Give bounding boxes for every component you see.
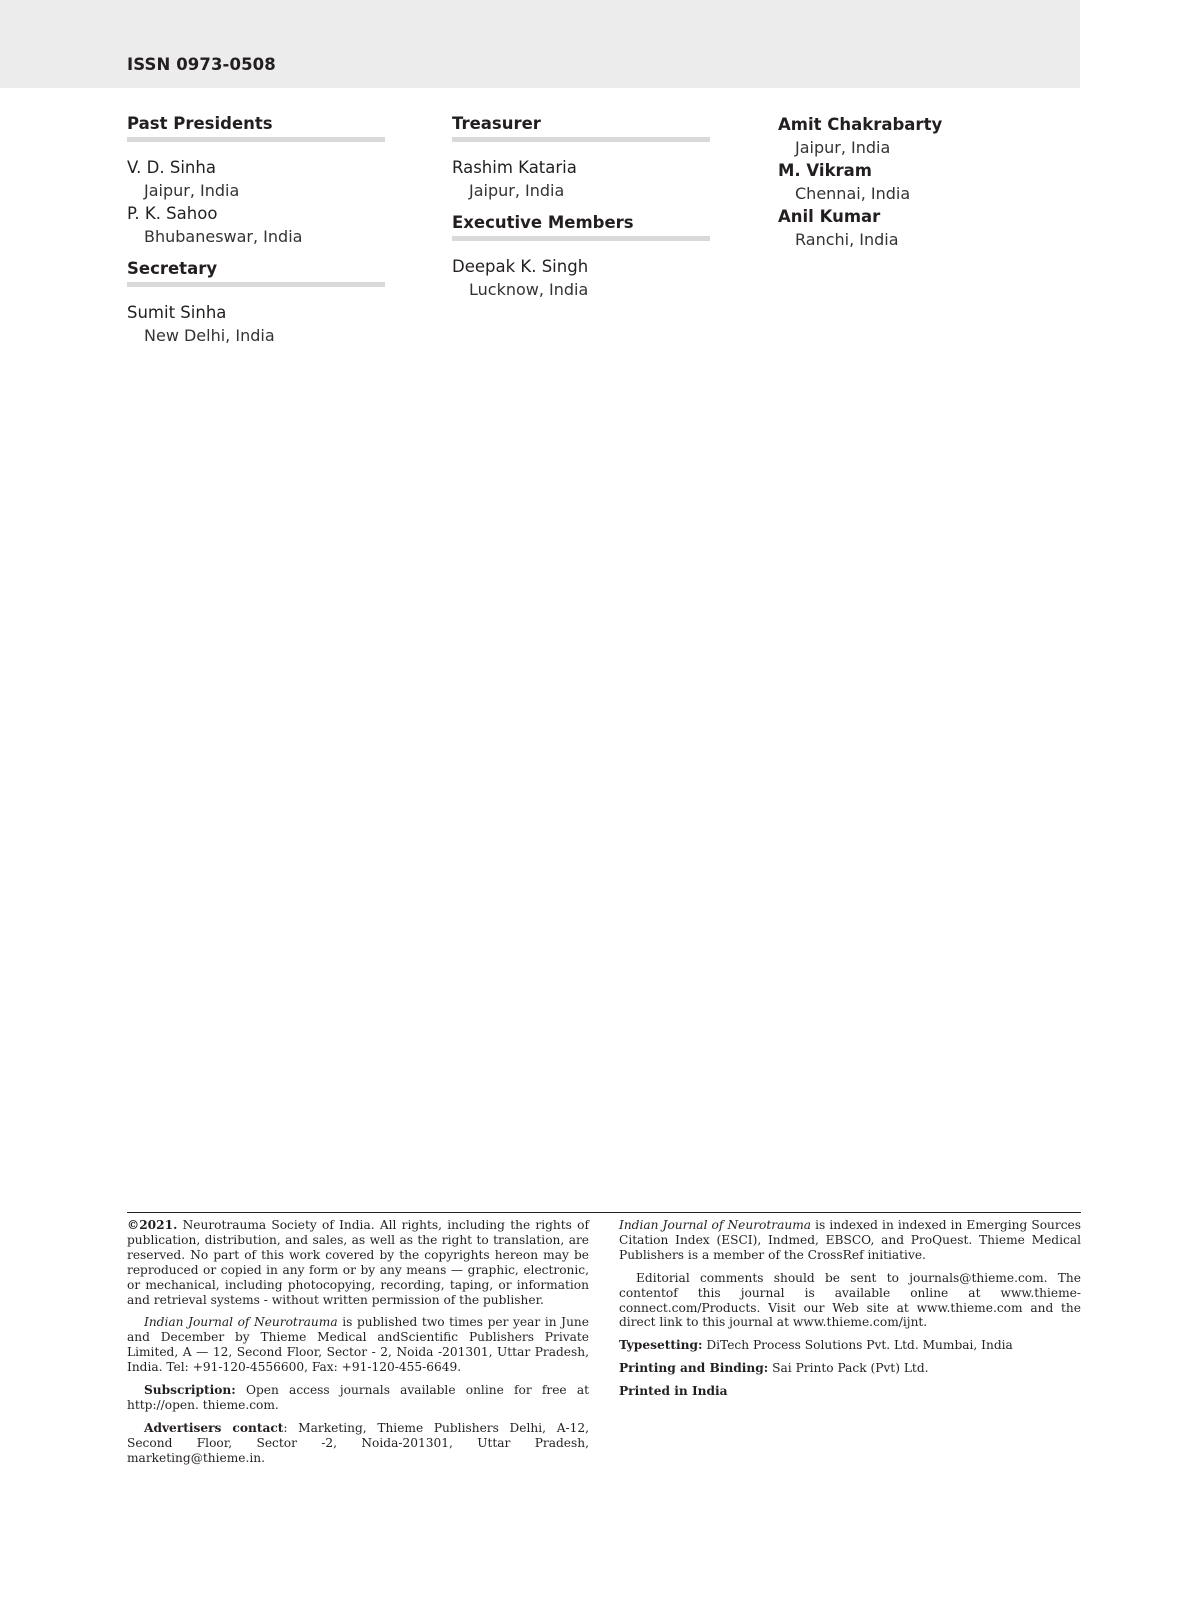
person-name: V. D. Sinha	[127, 158, 216, 177]
section-divider	[452, 236, 710, 241]
person-location: New Delhi, India	[144, 326, 275, 345]
person-name: Deepak K. Singh	[452, 257, 589, 276]
secretary-heading: Secretary	[127, 259, 218, 278]
advertisers-paragraph	[127, 1421, 589, 1466]
person-entry	[127, 202, 385, 248]
printing-text: Sai Printo Pack (Pvt) Ltd.	[768, 1361, 929, 1376]
indexed-journal-name: Indian Journal of Neurotrauma	[619, 1218, 812, 1232]
person-entry	[127, 156, 385, 202]
printing-label: Printing and Binding:	[619, 1361, 769, 1376]
printed-in-label: Printed in India	[619, 1384, 728, 1399]
column-middle	[452, 113, 710, 311]
subscription-paragraph	[127, 1383, 589, 1413]
section-divider	[452, 137, 710, 142]
printing-paragraph	[619, 1361, 1081, 1376]
typesetting-label: Typesetting:	[619, 1338, 703, 1353]
publication-text: is published two times per year in June and December by Thieme Medical andScientific Publishers Private Limited, A — 12, Second Floor, Sector - 2, Noida -201301, Uttar Pradesh, India. Tel: +91-120-4556600, Fax: +91-120-455-6649.	[127, 1315, 589, 1375]
person-name: P. K. Sahoo	[127, 204, 218, 223]
publication-paragraph	[127, 1315, 589, 1375]
footer-divider	[127, 1212, 1081, 1213]
person-location: Jaipur, India	[795, 138, 891, 157]
subscription-label: Subscription:	[144, 1383, 236, 1398]
person-name: Rashim Kataria	[452, 158, 577, 177]
typesetting-paragraph	[619, 1338, 1081, 1353]
editorial-paragraph: Editorial comments should be sent to journals@thieme.com. The contentof this journal is available online at www.thieme-connect.com/Products. Visit our Web site at www.thieme.com and the direct link to this journal at www.thieme.com/ijnt.	[619, 1270, 1081, 1330]
copyright-year: ©2021.	[127, 1218, 178, 1232]
person-location: Lucknow, India	[469, 280, 589, 299]
person-name: Amit Chakrabarty	[778, 115, 943, 134]
person-location: Chennai, India	[795, 184, 911, 203]
column-left	[127, 113, 385, 357]
person-entry	[127, 301, 385, 347]
secretary-section	[127, 258, 385, 347]
executive-members-heading: Executive Members	[452, 213, 634, 232]
person-entry	[452, 255, 710, 301]
indexing-text: is indexed in indexed in Emerging Sources Citation Index (ESCI), Indmed, EBSCO, and ProQuest. Thieme Medical Publishers is a member of the CrossRef initiative.	[619, 1218, 1082, 1262]
copyright-text: Neurotrauma Society of India. All rights, including the rights of publication, distribution, and sales, as well as the right to translation, are reserved. No part of this work covered by the copyrights hereon may be reproduced or copied in any form or by any means — graphic, electronic, or mechanical, including photocopying, recording, taping, or information and retrieval systems - without written permission of the publisher.	[127, 1218, 589, 1307]
typesetting-text: DiTech Process Solutions Pvt. Ltd. Mumbai, India	[702, 1338, 1013, 1353]
treasurer-heading: Treasurer	[452, 114, 541, 133]
person-name: M. Vikram	[778, 161, 873, 180]
indexing-paragraph	[619, 1218, 1081, 1263]
footer-right-column	[619, 1218, 1081, 1407]
person-location: Ranchi, India	[795, 230, 899, 249]
column-right	[778, 113, 1038, 251]
subscription-text: Open access journals available online for free at http://open. thieme.com.	[127, 1383, 589, 1412]
advertisers-label: Advertisers contact	[144, 1420, 284, 1435]
person-name: Anil Kumar	[778, 207, 881, 226]
person-location: Jaipur, India	[144, 181, 240, 200]
journal-name: Indian Journal of Neurotrauma	[144, 1315, 338, 1330]
issn-number: ISSN 0973-0508	[127, 55, 276, 74]
past-presidents-heading: Past Presidents	[127, 114, 273, 133]
copyright-paragraph	[127, 1218, 589, 1307]
advertisers-text: : Marketing, Thieme Publishers Delhi, A-12, Second Floor, Sector -2, Noida-201301, Uttar Pradesh, marketing@thieme.in.	[127, 1420, 589, 1465]
printed-in-paragraph	[619, 1384, 1081, 1399]
past-presidents-section	[127, 113, 385, 248]
treasurer-section	[452, 113, 710, 202]
person-name: Sumit Sinha	[127, 303, 227, 322]
executive-members-section	[452, 212, 710, 301]
section-divider	[127, 137, 385, 142]
section-divider	[127, 282, 385, 287]
person-entry	[778, 113, 1038, 159]
person-location: Bhubaneswar, India	[144, 227, 303, 246]
footer-left-column	[127, 1218, 589, 1474]
person-entry	[778, 159, 1038, 205]
person-entry	[452, 156, 710, 202]
person-location: Jaipur, India	[469, 181, 565, 200]
person-entry	[778, 205, 1038, 251]
header-band	[0, 0, 1080, 88]
